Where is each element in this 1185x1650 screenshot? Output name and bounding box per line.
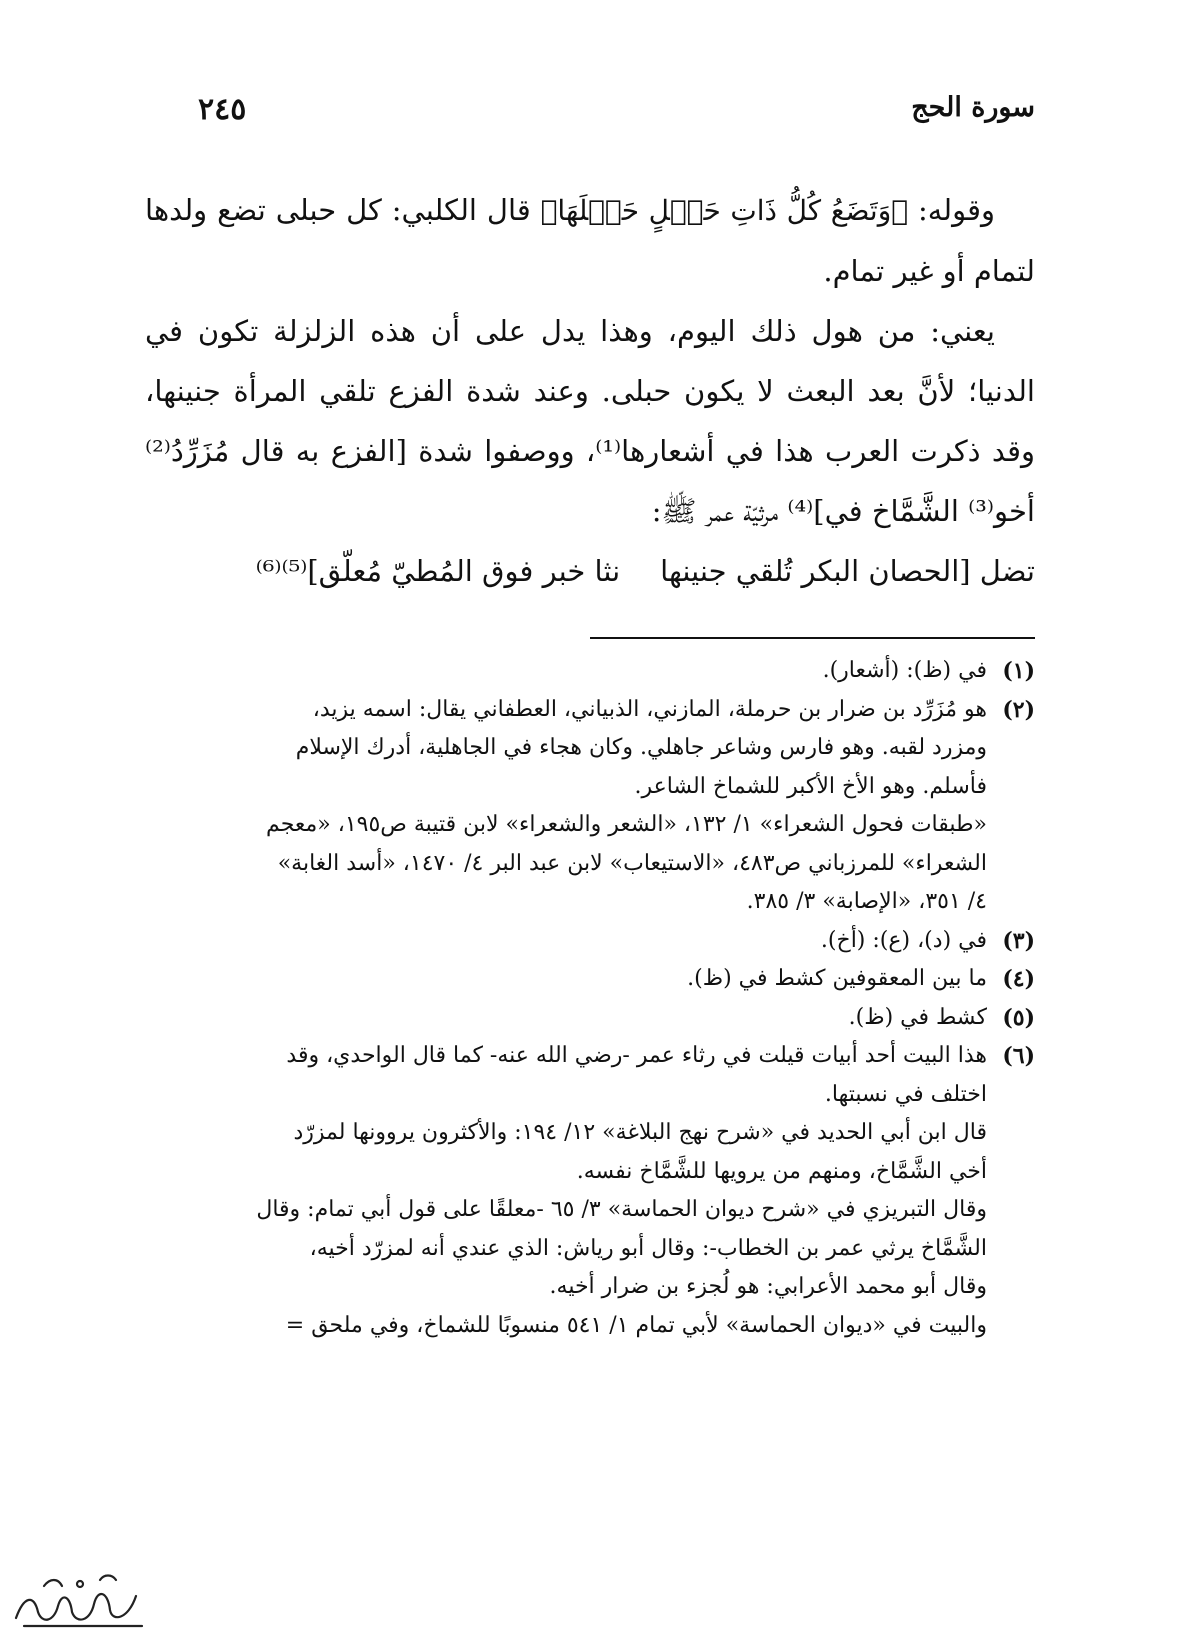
quran-quote: ﴿وَتَضَعُ كُلُّ ذَاتِ حَمۡلٍ حَمۡلَهَا﴾ — [540, 194, 909, 227]
paragraph-1 — [145, 180, 1035, 301]
footnote-number: (١) — [1002, 658, 1035, 684]
footnote-number: (٢) — [1002, 696, 1035, 723]
footnote-2 — [155, 691, 1035, 730]
footnotes — [155, 652, 1035, 1345]
footnote-continuation: ومزرد لقبه. وهو فارس وشاعر جاهلي. وكان هجاء في الجاهلية، أدرك الإسلام — [295, 735, 987, 760]
footnote-continuation: فأسلم. وهو الأخ الأكبر للشماخ الشاعر. — [634, 773, 987, 799]
paragraph-2: يعني: من هول ذلك اليوم، وهذا يدل على أن هذه الزلزلة تكون في الدنيا؛ لأنَّ بعد البعث لا يكون حبلى. وعند شدة الفزع تلقي المرأة جنينها، وقد ذكرت العرب هذا في أشعارها⁽¹⁾، ووصفوا شدة [الفزع به قال مُزَرِّدُ⁽²⁾ أخو⁽³⁾ الشَّمَّاخ في]⁽⁴⁾ مرثيّة عمر ﷺ: — [145, 314, 1035, 528]
footnote-continuation: والبيت في «ديوان الحماسة» لأبي تمام ١/ ٥٤١ منسوبًا للشماخ، وفي ملحق = — [285, 1312, 987, 1338]
footnote-text: في (ظ): (أشعار). — [822, 658, 987, 683]
footnote-6 — [155, 1037, 1035, 1076]
footnote-3 — [155, 922, 1035, 961]
poetry-verse — [145, 541, 1035, 601]
paragraph-1-prefix: وقوله: — [908, 193, 995, 227]
watermark-logo — [4, 1566, 154, 1636]
footnote-continuation: وقال التبريزي في «شرح ديوان الحماسة» ٣/ ٦٥ -معلقًا على قول أبي تمام: وقال — [256, 1197, 987, 1222]
footnote-text: كشط في (ظ). — [848, 1004, 987, 1030]
footnote-continuation: ٤/ ٣٥١، «الإصابة» ٣/ ٣٨٥. — [746, 889, 987, 914]
verse-hemistich-2: نثا خبر فوق المُطيّ مُعلّق]⁽⁵⁾⁽⁶⁾ — [255, 554, 621, 588]
main-text — [145, 180, 1035, 601]
footnote-text: ما بين المعقوفين كشط في (ظ). — [687, 966, 987, 991]
footnote-continuation: أخي الشَّمَّاخ، ومنهم من يرويها للشَّمَّاخ نفسه. — [576, 1158, 987, 1184]
footnote-1 — [155, 652, 1035, 691]
footnote-continuation: وقال أبو محمد الأعرابي: هو لُجزء بن ضرار أخيه. — [549, 1274, 987, 1299]
page-header — [150, 92, 1035, 132]
footnote-continuation: «طبقات فحول الشعراء» ١/ ١٣٢، «الشعر والشعراء» لابن قتيبة ص١٩٥، «معجم — [266, 812, 987, 837]
paragraph-1-suffix: قال الكلبي: كل حبلى تضع ولدها لتمام أو غير تمام. — [145, 193, 1035, 288]
footnote-5 — [155, 999, 1035, 1038]
footnote-number: (٦) — [1002, 1043, 1035, 1069]
surah-title: سورة الحج — [911, 92, 1035, 123]
footnote-number: (٤) — [1002, 966, 1035, 992]
footnote-4 — [155, 960, 1035, 999]
footnote-continuation: اختلف في نسبتها. — [824, 1081, 987, 1107]
footnote-text: هو مُزَرِّد بن ضرار بن حرملة، المازني، الذبياني، العطفاني يقال: اسمه يزيد، — [312, 696, 987, 722]
footnote-separator — [590, 637, 1035, 639]
footnote-text: في (د)، (ع): (أخ). — [820, 927, 987, 953]
footnote-continuation: الشعراء» للمرزباني ص٤٨٣، «الاستيعاب» لابن عبد البر ٤/ ١٤٧٠، «أسد الغابة» — [277, 850, 987, 876]
footnote-text: هذا البيت أحد أبيات قيلت في رثاء عمر -رضي الله عنه- كما قال الواحدي، وقد — [286, 1043, 987, 1068]
footnote-continuation: قال ابن أبي الحديد في «شرح نهج البلاغة» ١٢/ ١٩٤: والأكثرون يروونها لمزرّد — [293, 1120, 987, 1145]
footnote-continuation: الشَّمَّاخ يرثي عمر بن الخطاب-: وقال أبو رياش: الذي عندي أنه لمزرّد أخيه، — [309, 1235, 987, 1261]
footnote-number: (٥) — [1002, 1004, 1035, 1031]
page-number: ٢٤٥ — [198, 92, 247, 127]
footnote-number: (٣) — [1002, 927, 1035, 954]
verse-hemistich-1: تضل [الحصان البكر تُلقي جنينها — [660, 554, 1035, 588]
